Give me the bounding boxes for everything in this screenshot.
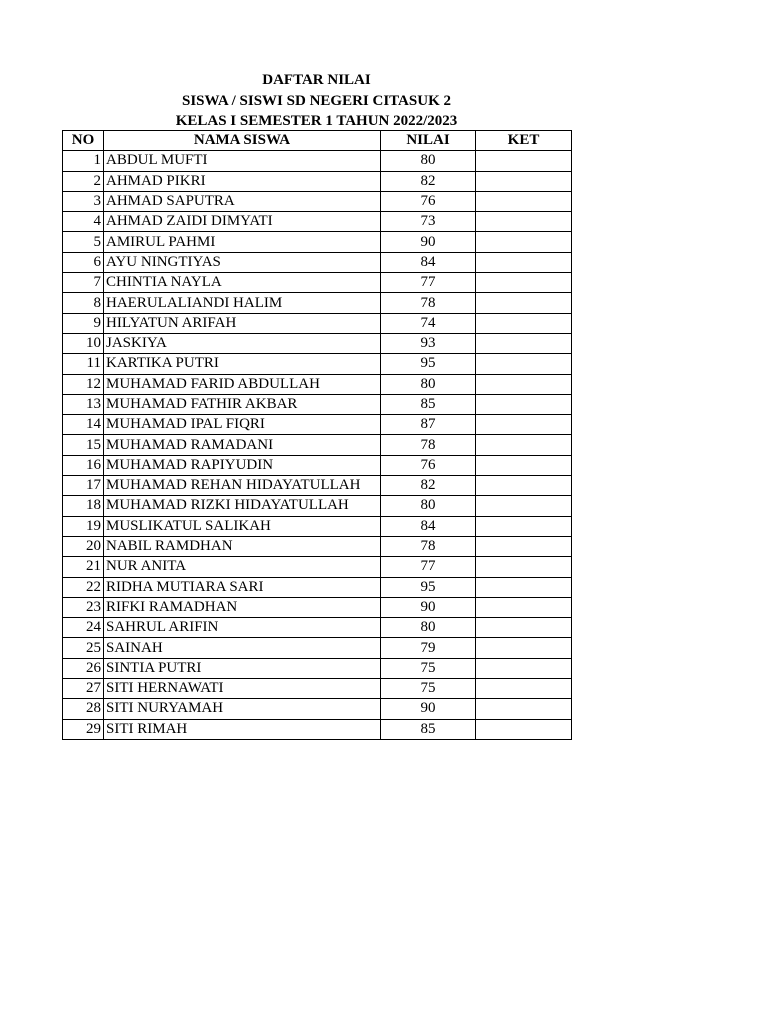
cell-ket bbox=[476, 191, 572, 211]
table-row bbox=[63, 476, 572, 496]
table-row bbox=[63, 455, 572, 475]
cell-no: 4 bbox=[63, 212, 104, 232]
cell-no: 11 bbox=[63, 354, 104, 374]
cell-ket bbox=[476, 293, 572, 313]
table-row bbox=[63, 658, 572, 678]
cell-no: 14 bbox=[63, 415, 104, 435]
cell-ket bbox=[476, 232, 572, 252]
table-row bbox=[63, 557, 572, 577]
table-row bbox=[63, 435, 572, 455]
table-row bbox=[63, 212, 572, 232]
cell-nama-siswa: MUHAMAD IPAL FIQRI bbox=[104, 415, 381, 435]
cell-nilai: 74 bbox=[381, 313, 476, 333]
cell-ket bbox=[476, 699, 572, 719]
cell-nilai: 75 bbox=[381, 658, 476, 678]
cell-ket bbox=[476, 638, 572, 658]
cell-nama-siswa: SITI NURYAMAH bbox=[104, 699, 381, 719]
table-header-row bbox=[63, 131, 572, 151]
cell-nilai: 85 bbox=[381, 394, 476, 414]
table-row bbox=[63, 496, 572, 516]
cell-nilai: 75 bbox=[381, 679, 476, 699]
cell-nama-siswa: AYU NINGTIYAS bbox=[104, 252, 381, 272]
table-row bbox=[63, 354, 572, 374]
cell-no: 8 bbox=[63, 293, 104, 313]
cell-no: 12 bbox=[63, 374, 104, 394]
cell-nilai: 82 bbox=[381, 171, 476, 191]
cell-ket bbox=[476, 212, 572, 232]
cell-no: 28 bbox=[63, 699, 104, 719]
table-row bbox=[63, 415, 572, 435]
table-row bbox=[63, 171, 572, 191]
table-row bbox=[63, 273, 572, 293]
column-header-nilai: NILAI bbox=[381, 131, 476, 151]
table-row bbox=[63, 679, 572, 699]
table-row bbox=[63, 719, 572, 739]
cell-no: 16 bbox=[63, 455, 104, 475]
cell-no: 20 bbox=[63, 536, 104, 556]
cell-no: 27 bbox=[63, 679, 104, 699]
cell-ket bbox=[476, 273, 572, 293]
cell-ket bbox=[476, 374, 572, 394]
cell-no: 17 bbox=[63, 476, 104, 496]
cell-nama-siswa: MUHAMAD REHAN HIDAYATULLAH bbox=[104, 476, 381, 496]
cell-ket bbox=[476, 557, 572, 577]
cell-nama-siswa: AHMAD PIKRI bbox=[104, 171, 381, 191]
cell-nilai: 90 bbox=[381, 232, 476, 252]
cell-nilai: 93 bbox=[381, 333, 476, 353]
cell-nama-siswa: JASKIYA bbox=[104, 333, 381, 353]
cell-no: 21 bbox=[63, 557, 104, 577]
grades-table bbox=[62, 130, 572, 740]
cell-ket bbox=[476, 171, 572, 191]
column-header-no: NO bbox=[63, 131, 104, 151]
cell-nama-siswa: MUHAMAD FARID ABDULLAH bbox=[104, 374, 381, 394]
cell-no: 23 bbox=[63, 597, 104, 617]
cell-ket bbox=[476, 516, 572, 536]
cell-nama-siswa: RIFKI RAMADHAN bbox=[104, 597, 381, 617]
cell-nilai: 84 bbox=[381, 516, 476, 536]
cell-ket bbox=[476, 597, 572, 617]
table-row bbox=[63, 516, 572, 536]
cell-ket bbox=[476, 658, 572, 678]
cell-no: 26 bbox=[63, 658, 104, 678]
cell-nama-siswa: HAERULALIANDI HALIM bbox=[104, 293, 381, 313]
cell-nilai: 77 bbox=[381, 557, 476, 577]
cell-ket bbox=[476, 333, 572, 353]
title-line-3: KELAS I SEMESTER 1 TAHUN 2022/2023 bbox=[175, 113, 458, 129]
cell-ket bbox=[476, 354, 572, 374]
cell-nama-siswa: MUHAMAD RIZKI HIDAYATULLAH bbox=[104, 496, 381, 516]
cell-nama-siswa: MUHAMAD FATHIR AKBAR bbox=[104, 394, 381, 414]
cell-nilai: 78 bbox=[381, 293, 476, 313]
cell-nama-siswa: KARTIKA PUTRI bbox=[104, 354, 381, 374]
cell-ket bbox=[476, 719, 572, 739]
cell-nilai: 87 bbox=[381, 415, 476, 435]
cell-no: 6 bbox=[63, 252, 104, 272]
cell-no: 29 bbox=[63, 719, 104, 739]
cell-no: 18 bbox=[63, 496, 104, 516]
cell-no: 10 bbox=[63, 333, 104, 353]
cell-no: 13 bbox=[63, 394, 104, 414]
cell-ket bbox=[476, 313, 572, 333]
table-row bbox=[63, 293, 572, 313]
grades-table-body bbox=[63, 151, 572, 740]
cell-no: 2 bbox=[63, 171, 104, 191]
cell-nama-siswa: CHINTIA NAYLA bbox=[104, 273, 381, 293]
cell-no: 15 bbox=[63, 435, 104, 455]
cell-nilai: 82 bbox=[381, 476, 476, 496]
title-line-2: SISWA / SISWI SD NEGERI CITASUK 2 bbox=[182, 92, 451, 109]
cell-nama-siswa: RIDHA MUTIARA SARI bbox=[104, 577, 381, 597]
table-row bbox=[63, 618, 572, 638]
cell-nama-siswa: SAINAH bbox=[104, 638, 381, 658]
cell-ket bbox=[476, 252, 572, 272]
document-title bbox=[62, 70, 571, 132]
cell-no: 19 bbox=[63, 516, 104, 536]
cell-ket bbox=[476, 394, 572, 414]
table-row bbox=[63, 191, 572, 211]
column-header-ket: KET bbox=[476, 131, 572, 151]
cell-nilai: 76 bbox=[381, 191, 476, 211]
table-row bbox=[63, 536, 572, 556]
cell-ket bbox=[476, 415, 572, 435]
cell-ket bbox=[476, 476, 572, 496]
cell-nilai: 79 bbox=[381, 638, 476, 658]
cell-nama-siswa: ABDUL MUFTI bbox=[104, 151, 381, 171]
table-row bbox=[63, 252, 572, 272]
title-line-1: DAFTAR NILAI bbox=[262, 72, 371, 88]
cell-nama-siswa: SITI HERNAWATI bbox=[104, 679, 381, 699]
cell-nilai: 95 bbox=[381, 354, 476, 374]
cell-no: 7 bbox=[63, 273, 104, 293]
table-row bbox=[63, 313, 572, 333]
cell-nama-siswa: MUHAMAD RAPIYUDIN bbox=[104, 455, 381, 475]
cell-ket bbox=[476, 435, 572, 455]
table-row bbox=[63, 333, 572, 353]
cell-nama-siswa: SITI RIMAH bbox=[104, 719, 381, 739]
cell-nama-siswa: NABIL RAMDHAN bbox=[104, 536, 381, 556]
cell-ket bbox=[476, 496, 572, 516]
table-row bbox=[63, 394, 572, 414]
cell-nama-siswa: AMIRUL PAHMI bbox=[104, 232, 381, 252]
cell-ket bbox=[476, 577, 572, 597]
cell-no: 3 bbox=[63, 191, 104, 211]
table-row bbox=[63, 699, 572, 719]
cell-ket bbox=[476, 536, 572, 556]
cell-no: 5 bbox=[63, 232, 104, 252]
table-row bbox=[63, 577, 572, 597]
table-row bbox=[63, 374, 572, 394]
cell-nama-siswa: NUR ANITA bbox=[104, 557, 381, 577]
cell-ket bbox=[476, 618, 572, 638]
column-header-nama-siswa: NAMA SISWA bbox=[104, 131, 381, 151]
cell-nilai: 90 bbox=[381, 699, 476, 719]
cell-no: 1 bbox=[63, 151, 104, 171]
cell-no: 25 bbox=[63, 638, 104, 658]
cell-nilai: 95 bbox=[381, 577, 476, 597]
cell-nilai: 77 bbox=[381, 273, 476, 293]
cell-nilai: 80 bbox=[381, 374, 476, 394]
cell-nilai: 80 bbox=[381, 496, 476, 516]
cell-nama-siswa: AHMAD ZAIDI DIMYATI bbox=[104, 212, 381, 232]
table-row bbox=[63, 638, 572, 658]
cell-nilai: 90 bbox=[381, 597, 476, 617]
cell-nama-siswa: MUSLIKATUL SALIKAH bbox=[104, 516, 381, 536]
cell-nama-siswa: HILYATUN ARIFAH bbox=[104, 313, 381, 333]
cell-nilai: 85 bbox=[381, 719, 476, 739]
cell-ket bbox=[476, 151, 572, 171]
cell-no: 9 bbox=[63, 313, 104, 333]
cell-no: 22 bbox=[63, 577, 104, 597]
cell-nama-siswa: SINTIA PUTRI bbox=[104, 658, 381, 678]
cell-nama-siswa: SAHRUL ARIFIN bbox=[104, 618, 381, 638]
cell-no: 24 bbox=[63, 618, 104, 638]
cell-nama-siswa: MUHAMAD RAMADANI bbox=[104, 435, 381, 455]
table-row bbox=[63, 151, 572, 171]
table-row bbox=[63, 232, 572, 252]
cell-nama-siswa: AHMAD SAPUTRA bbox=[104, 191, 381, 211]
cell-nilai: 84 bbox=[381, 252, 476, 272]
cell-nilai: 73 bbox=[381, 212, 476, 232]
cell-nilai: 76 bbox=[381, 455, 476, 475]
cell-ket bbox=[476, 455, 572, 475]
cell-nilai: 78 bbox=[381, 435, 476, 455]
cell-ket bbox=[476, 679, 572, 699]
cell-nilai: 80 bbox=[381, 151, 476, 171]
table-row bbox=[63, 597, 572, 617]
cell-nilai: 78 bbox=[381, 536, 476, 556]
cell-nilai: 80 bbox=[381, 618, 476, 638]
